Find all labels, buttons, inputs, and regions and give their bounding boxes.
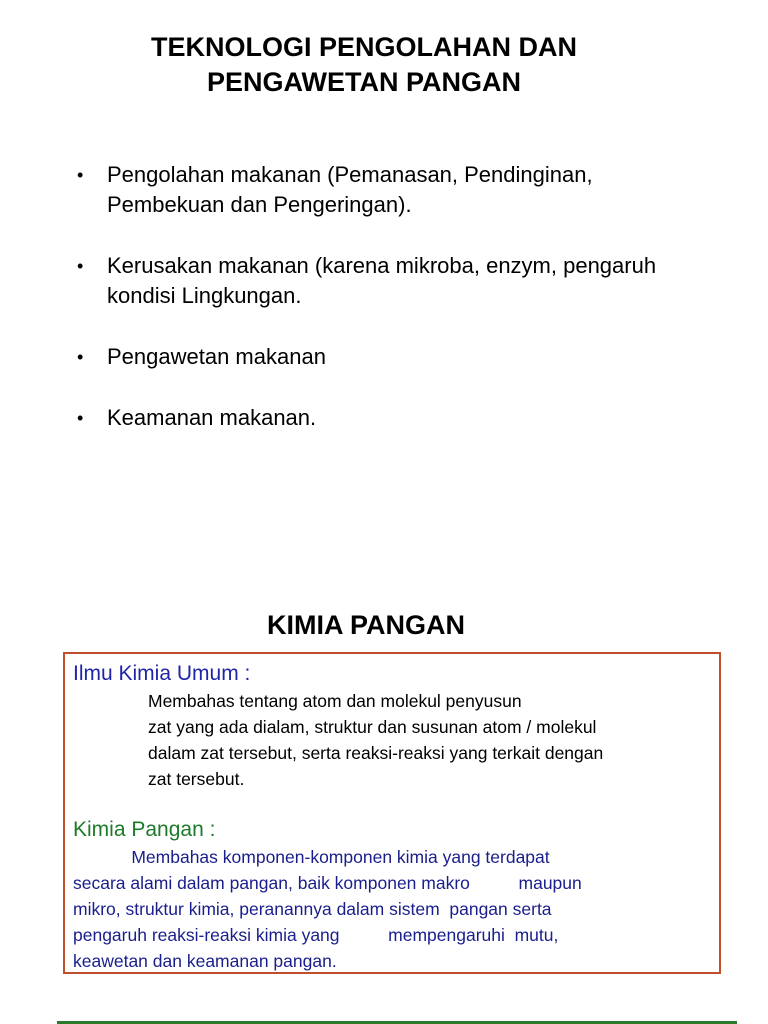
bullet-item-pengolahan (74, 160, 714, 220)
page-title (0, 30, 728, 100)
kimia-pangan-description: Membahas komponen-komponen kimia yang terdapat secara alami dalam pangan, baik komponen makro maupun mikro, struktur kimia, peranannya dalam sistem pangan serta pengaruh reaksi-reaksi kimia yang mempengaruhi mutu, keawetan dan keamanan pangan. (73, 847, 582, 971)
bullet-item-kerusakan (74, 251, 714, 311)
bullet-text: Keamanan makanan. (107, 405, 317, 430)
bullet-text: Kerusakan makanan (karena mikroba, enzym, pengaruh kondisi Lingkungan. (107, 253, 657, 308)
bullet-text: Pengawetan makanan (107, 344, 326, 369)
bullet-icon: • (77, 347, 84, 367)
bullet-icon: • (77, 256, 84, 276)
bullet-item-keamanan (74, 403, 714, 433)
kimia-definition-box (63, 652, 721, 974)
bullet-icon: • (77, 165, 84, 185)
kimia-pangan-heading: Kimia Pangan : (73, 818, 216, 841)
page-title-line-2: PENGAWETAN PANGAN (206, 67, 521, 97)
ilmu-kimia-umum-description: Membahas tentang atom dan molekul penyusun zat yang ada dialam, struktur dan susunan atom / molekul dalam zat tersebut, serta reaksi-reaksi yang terkait dengan zat tersebut. (148, 691, 604, 789)
bullet-text: Pengolahan makanan (Pemanasan, Pendinginan, Pembekuan dan Pengeringan). (107, 162, 593, 217)
section-heading-kimia-pangan: KIMIA PANGAN (267, 610, 465, 640)
page-title-line-1: TEKNOLOGI PENGOLAHAN DAN (150, 32, 577, 62)
bullet-item-pengawetan (74, 342, 714, 372)
ilmu-kimia-umum-heading: Ilmu Kimia Umum : (73, 662, 251, 685)
bullet-icon: • (77, 408, 84, 428)
topic-bullet-list (74, 160, 714, 464)
